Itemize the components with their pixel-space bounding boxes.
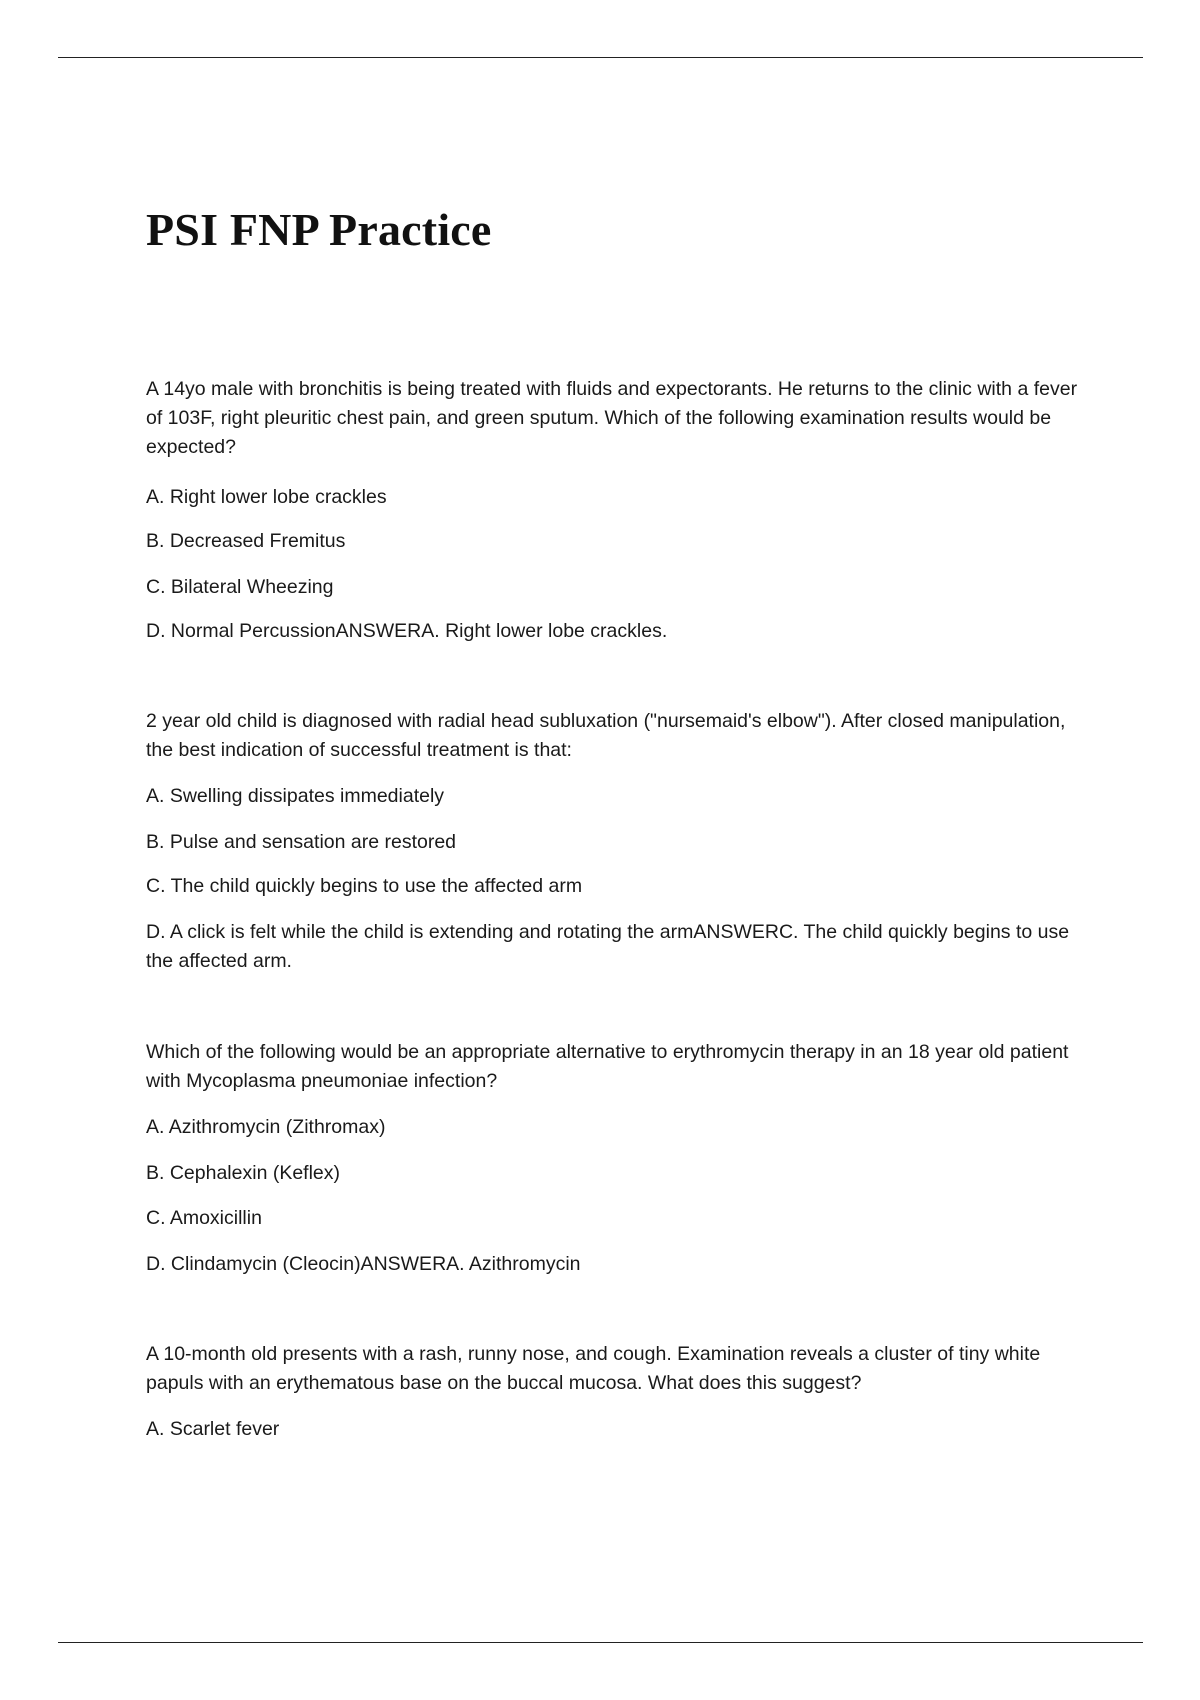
question-4-stem: A 10-month old presents with a rash, runny nose, and cough. Examination reveals a cluster of tiny white papuls with an erythematous base on the buccal mucosa. What does this suggest? xyxy=(146,1343,1041,1394)
question-4-option-a: A. Scarlet fever xyxy=(146,1418,280,1440)
question-1-option-c: C. Bilateral Wheezing xyxy=(146,576,334,598)
question-2-option-a: A. Swelling dissipates immediately xyxy=(146,785,445,807)
question-1-option-b: B. Decreased Fremitus xyxy=(146,530,346,552)
question-1-stem: A 14yo male with bronchitis is being treated with fluids and expectorants. He returns to the clinic with a fever of 103F, right pleuritic chest pain, and green sputum. Which of the following examination results would be expected? xyxy=(146,378,1078,458)
question-3-option-c: C. Amoxicillin xyxy=(146,1207,262,1229)
question-3-option-d-answer: D. Clindamycin (Cleocin)ANSWERA. Azithromycin xyxy=(146,1253,581,1275)
question-2-option-d-answer: D. A click is felt while the child is extending and rotating the armANSWERC. The child quickly begins to use the affected arm. xyxy=(146,921,1070,972)
question-2-option-b: B. Pulse and sensation are restored xyxy=(146,831,457,853)
question-3-option-b: B. Cephalexin (Keflex) xyxy=(146,1162,341,1184)
question-2-option-c: C. The child quickly begins to use the affected arm xyxy=(146,875,583,897)
question-1-option-d-answer: D. Normal PercussionANSWERA. Right lower lobe crackles. xyxy=(146,620,668,642)
document-title: PSI FNP Practice xyxy=(146,204,492,255)
footer-rule xyxy=(58,1642,1143,1643)
header-rule xyxy=(58,57,1143,58)
question-3-option-a: A. Azithromycin (Zithromax) xyxy=(146,1116,386,1138)
question-3-stem: Which of the following would be an appropriate alternative to erythromycin therapy in an 18 year old patient with Mycoplasma pneumoniae infection? xyxy=(146,1041,1069,1092)
question-1-option-a: A. Right lower lobe crackles xyxy=(146,486,387,508)
question-2-stem: 2 year old child is diagnosed with radial head subluxation ("nursemaid's elbow"). After closed manipulation, the best indication of successful treatment is that: xyxy=(146,710,1066,761)
